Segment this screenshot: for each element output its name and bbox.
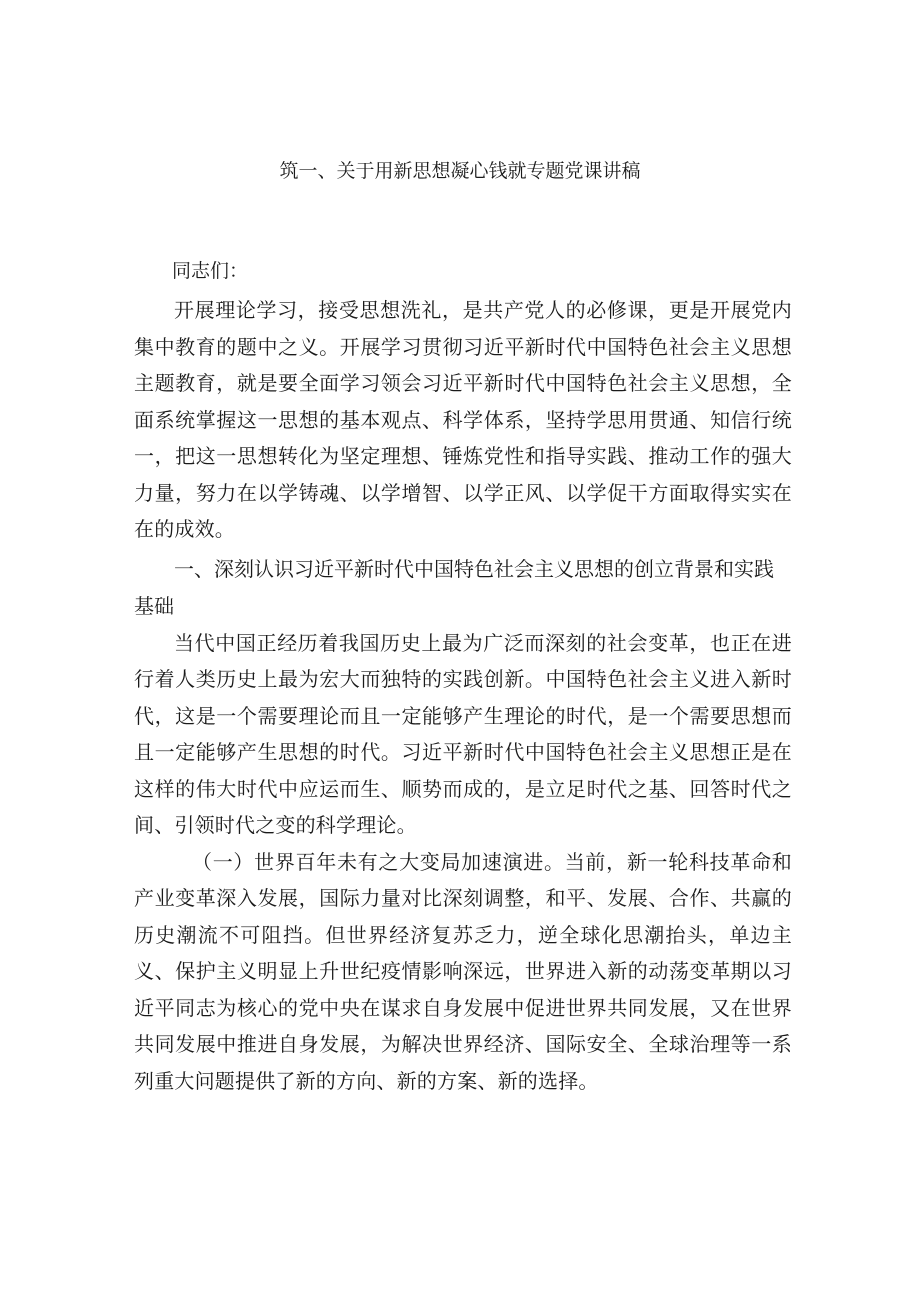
salutation: 同志们： bbox=[172, 260, 249, 282]
paragraph-background: 当代中国正经历着我国历史上最为广泛而深刻的社会变革，也正在进行着人类历史上最为宏大而独特的实践创新。中国特色社会主义进入新时代，这是一个需要理论而且一定能够产生理论的时代，是一个需要思想而且一定能够产生思想的时代。习近平新时代中国特色社会主义思想正是在这样的伟大时代中应运而生、顺势而成的，是立足时代之基、回答时代之间、引领时代之变的科学理论。 bbox=[134, 630, 792, 837]
paragraph-intro: 开展理论学习，接受思想洗礼，是共产党人的必修课，更是开展党内集中教育的题中之义。开展学习贯彻习近平新时代中国特色社会主义思想主题教育，就是要全面学习领会习近平新时代中国特色社会主义思想，全面系统掌握这一思想的基本观点、科学体系，坚持学思用贯通、知信行统一，把这一思想转化为坚定理想、锤炼党性和指导实践、推动工作的强大力量，努力在以学铸魂、以学增智、以学正风、以学促干方面取得实实在在的成效。 bbox=[134, 298, 792, 541]
document-title: 筑一、关于用新思想凝心钱就专题党课讲稿 bbox=[279, 160, 641, 182]
section-heading-1: 一、深刻认识习近平新时代中国特色社会主义思想的创立背景和实践基础 bbox=[134, 556, 774, 618]
paragraph-subsection-1: （一）世界百年未有之大变局加速演进。当前，新一轮科技革命和产业变革深入发展，国际力量对比深刻调整，和平、发展、合作、共赢的历史潮流不可阻挡。但世界经济复苏乏力，逆全球化思潮抬头，单边主义、保护主义明显上升世纪疫情影响深远，世界进入新的动荡变革期以习近平同志为核心的党中央在谋求自身发展中促进世界共同发展，又在世界共同发展中推进自身发展，为解决世界经济、国际安全、全球治理等一系列重大问题提供了新的方向、新的方案、新的选择。 bbox=[134, 849, 792, 1093]
document-body bbox=[134, 254, 792, 1099]
